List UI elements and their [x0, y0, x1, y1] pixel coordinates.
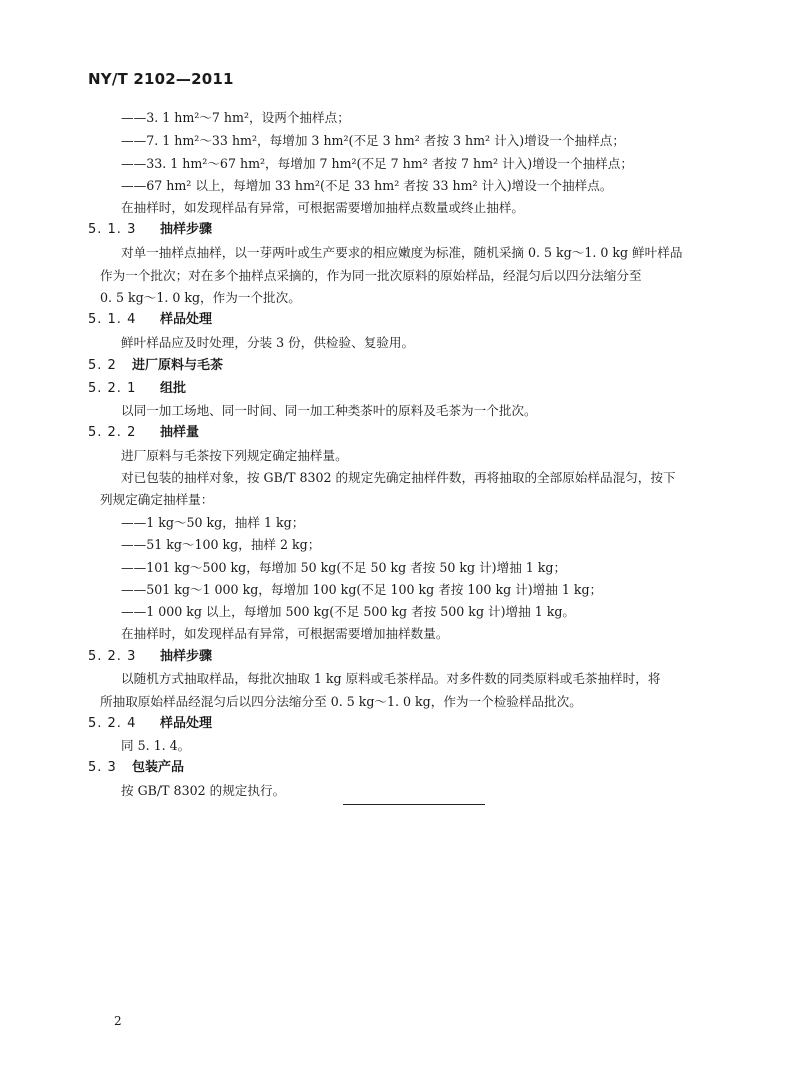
- end-of-document-rule: [343, 804, 485, 805]
- section-title: 包装产品: [132, 760, 185, 775]
- rule-line: ——1 000 kg 以上，每增加 500 kg(不足 500 kg 者按 500 kg 计)增抽 1 kg。: [121, 604, 576, 619]
- section-heading-5-2-1: [88, 381, 186, 397]
- section-number: 5. 1. 3: [88, 222, 137, 237]
- section-number: 5. 2. 4: [88, 716, 137, 731]
- section-title: 进厂原料与毛茶: [132, 358, 224, 373]
- paragraph-line: 在抽样时，如发现样品有异常，可根据需要增加抽样数量。: [121, 626, 449, 641]
- section-number: 5. 2. 3: [88, 649, 137, 664]
- paragraph-line: 同 5. 1. 4。: [121, 738, 191, 753]
- section-heading-5-2-2: [88, 425, 199, 441]
- section-heading-5-2: [88, 358, 223, 374]
- section-heading-5-3: [88, 760, 184, 776]
- rule-line: ——501 kg～1 000 kg，每增加 100 kg(不足 100 kg 者按 100 kg 计)增抽 1 kg；: [121, 582, 603, 597]
- section-title: 抽样量: [160, 425, 200, 440]
- paragraph-line: 以随机方式抽取样品，每批次抽取 1 kg 原料或毛茶样品。对多件数的同类原料或毛茶抽样时，将: [121, 671, 661, 686]
- rule-line: ——101 kg～500 kg，每增加 50 kg(不足 50 kg 者按 50 kg 计)增抽 1 kg；: [121, 560, 567, 575]
- paragraph-line: 鲜叶样品应及时处理，分装 3 份，供检验、复验用。: [121, 335, 415, 350]
- paragraph-line: 作为一个批次；对在多个抽样点采摘的，作为同一批次原料的原始样品，经混匀后以四分法缩分至: [100, 268, 642, 283]
- paragraph-line: 列规定确定抽样量：: [100, 492, 214, 507]
- rule-line: ——1 kg～50 kg，抽样 1 kg；: [121, 515, 305, 530]
- rule-line: ——67 hm² 以上，每增加 33 hm²(不足 33 hm² 者按 33 hm² 计入)增设一个抽样点。: [121, 178, 613, 193]
- section-title: 样品处理: [160, 312, 213, 327]
- section-number: 5. 2. 2: [88, 425, 137, 440]
- section-title: 抽样步骤: [160, 222, 213, 237]
- paragraph-line: 在抽样时，如发现样品有异常，可根据需要增加抽样点数量或终止抽样。: [121, 200, 524, 215]
- rule-line: ——3. 1 hm²～7 hm²，设两个抽样点；: [121, 110, 350, 125]
- rule-line: ——33. 1 hm²～67 hm²，每增加 7 hm²(不足 7 hm² 者按 7 hm² 计入)增设一个抽样点；: [121, 156, 633, 171]
- rule-line: ——7. 1 hm²～33 hm²，每增加 3 hm²(不足 3 hm² 者按 3 hm² 计入)增设一个抽样点；: [121, 133, 625, 148]
- section-title: 组批: [160, 381, 187, 396]
- paragraph-line: 对单一抽样点抽样，以一芽两叶或生产要求的相应嫩度为标准，随机采摘 0. 5 kg～1. 0 kg 鲜叶样品: [121, 245, 683, 260]
- section-number: 5. 2. 1: [88, 381, 137, 396]
- paragraph-line: 进厂原料与毛茶按下列规定确定抽样量。: [121, 448, 348, 463]
- paragraph-line: 0. 5 kg～1. 0 kg，作为一个批次。: [100, 290, 301, 305]
- paragraph-line: 按 GB/T 8302 的规定执行。: [121, 783, 286, 798]
- section-number: 5. 2: [88, 358, 117, 373]
- section-number: 5. 3: [88, 760, 117, 775]
- section-heading-5-2-3: [88, 649, 212, 665]
- section-heading-5-2-4: [88, 716, 212, 732]
- section-title: 样品处理: [160, 716, 213, 731]
- rule-line: ——51 kg～100 kg，抽样 2 kg；: [121, 537, 321, 552]
- paragraph-line: 对已包装的抽样对象，按 GB/T 8302 的规定先确定抽样件数，再将抽取的全部原始样品混匀，按下: [121, 470, 676, 485]
- paragraph-line: 以同一加工场地、同一时间、同一加工种类茶叶的原料及毛茶为一个批次。: [121, 403, 537, 418]
- standard-code: NY/T 2102—2011: [88, 70, 234, 88]
- section-title: 抽样步骤: [160, 649, 213, 664]
- paragraph-line: 所抽取原始样品经混匀后以四分法缩分至 0. 5 kg～1. 0 kg，作为一个检验样品批次。: [100, 694, 582, 709]
- section-heading-5-1-3: [88, 222, 212, 238]
- section-heading-5-1-4: [88, 312, 212, 328]
- page-number: 2: [114, 1014, 122, 1028]
- section-number: 5. 1. 4: [88, 312, 137, 327]
